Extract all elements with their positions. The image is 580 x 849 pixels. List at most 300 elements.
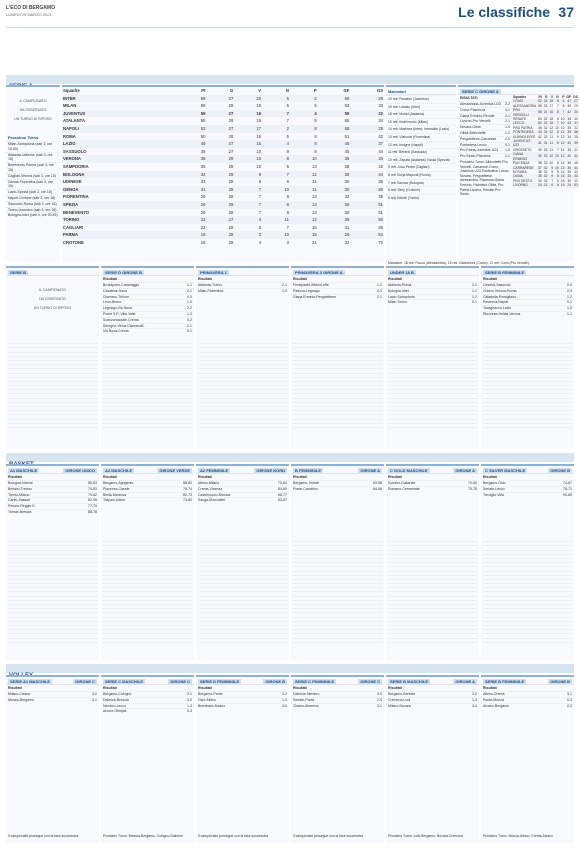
table-cell: 6 <box>560 99 566 103</box>
table-cell: 9 <box>286 148 289 154</box>
table-cell: 40 <box>537 152 543 161</box>
match-score: 1-2 <box>566 294 572 299</box>
match-teams: Bologna-Varese <box>8 481 33 485</box>
results-title: Risultati <box>293 686 307 690</box>
table-cell: 18 <box>256 103 262 109</box>
table-row <box>62 155 384 163</box>
box-group: GIRONE B <box>550 679 570 684</box>
table-cell: 40 <box>565 152 572 161</box>
match-score: 82-95 <box>88 498 97 503</box>
table-cell: VERONA <box>62 155 179 163</box>
results-title: Risultati <box>388 277 402 281</box>
table-cell: 22 <box>200 224 206 230</box>
table-cell: 28 <box>228 224 234 230</box>
match-score: 3-0 <box>281 703 287 708</box>
result-box <box>101 464 194 660</box>
table-cell: 16 <box>312 224 317 230</box>
match-teams: Ponte-Cavallino <box>293 486 318 491</box>
match-teams: Albino-Crema <box>483 692 505 696</box>
column-header: N <box>285 88 289 93</box>
table-cell: 10 <box>290 155 318 163</box>
table-cell: 27 <box>206 216 234 224</box>
box-header <box>196 268 289 276</box>
table-cell: PRO VERCELLI <box>512 108 537 117</box>
table-cell: 16 <box>548 108 554 117</box>
match-score: 3-0 <box>91 692 97 696</box>
box-group: GIRONE A <box>455 679 475 684</box>
table-cell: LIVORNO <box>512 183 537 187</box>
table-cell: 34 <box>350 155 384 163</box>
table-cell: 55 <box>179 110 207 118</box>
rule-line <box>483 639 572 643</box>
table-cell: 34 <box>567 134 572 139</box>
table-cell: 29 <box>574 103 578 108</box>
match-teams: Tavagnacco-Lazio <box>483 306 512 311</box>
table-row <box>62 125 384 133</box>
results-title: Risultati <box>293 277 307 281</box>
table-row <box>62 216 384 224</box>
table-cell: 32 <box>574 125 578 130</box>
table-cell: 6 <box>548 183 554 187</box>
box-badge: PRIMAVERA 3 GIRONE A <box>295 270 343 275</box>
table-cell: 15 <box>256 133 262 139</box>
result-box <box>386 266 479 448</box>
table-cell: 41 <box>572 152 579 161</box>
result-box <box>6 675 99 843</box>
table-cell: 7 <box>556 103 559 108</box>
table-row <box>62 95 384 103</box>
table-cell: UDINESE <box>63 179 82 185</box>
table-cell: 7 <box>551 178 554 183</box>
table-cell: 8 <box>290 140 318 148</box>
table-cell: 10 <box>256 148 262 154</box>
results-title: Risultati <box>103 475 117 479</box>
table-cell: 14 <box>560 169 565 174</box>
match-score: 0-2 <box>186 317 192 322</box>
result-box <box>101 266 194 448</box>
table-cell: 9 <box>234 171 262 179</box>
box-badge: PRIMAVERA 1 <box>200 270 227 275</box>
note-line: HA OSSERVATO <box>39 297 66 301</box>
table-cell: FIORENTINA <box>63 194 89 200</box>
table-cell: 13 <box>560 165 565 170</box>
table-cell: 8 <box>262 201 290 209</box>
box-footer: Il campionato prosegue con la fase successiva <box>198 834 269 839</box>
table-cell: 42 <box>574 178 578 183</box>
match-score: 3-1 <box>376 703 382 708</box>
match-score: 88-78 <box>88 509 97 514</box>
box-group: GIRONE C <box>360 679 380 684</box>
table-row <box>62 231 384 239</box>
serie-c-results-title: RISULTATI <box>460 96 478 100</box>
column-header: Pt <box>538 95 542 99</box>
table-row <box>62 193 384 201</box>
table-cell: 43 <box>572 174 579 178</box>
table-cell: 32 <box>543 134 548 139</box>
table-row <box>62 186 384 194</box>
table-cell: 10 <box>554 152 560 161</box>
issue-date: LUNEDÌ 29 MARZO 2021 <box>6 12 52 17</box>
table-cell: 40 <box>350 186 384 194</box>
box-header <box>291 466 384 474</box>
match-score: 1-1 <box>566 311 572 316</box>
filler-lines <box>6 538 99 658</box>
match-teams: Milan-Fiorentina <box>198 288 224 293</box>
table-cell: 65 <box>344 118 350 124</box>
table-cell: 8 <box>554 139 560 148</box>
table-cell: 42 <box>538 134 542 139</box>
table-cell: 36 <box>318 155 351 163</box>
next-match: Atalanta-Udinese (sab 3, ore 15) <box>6 152 60 163</box>
box-badge: SERIE C FEMMINILE <box>295 679 335 684</box>
box-badge: SERIE B MASCHILE <box>390 679 429 684</box>
page-header <box>6 2 574 28</box>
table-row <box>62 163 384 171</box>
table-cell: 11 <box>549 147 554 152</box>
table-cell: 7 <box>234 186 262 194</box>
table-cell: 2 <box>290 95 318 103</box>
table-cell: 31 <box>543 139 549 148</box>
match-teams: Giana Erminio-Pergolettese <box>293 294 336 299</box>
table-cell: GENOA <box>62 186 179 194</box>
table-cell: PRO SESTO <box>513 178 533 183</box>
table-cell: 35 <box>538 174 542 179</box>
box-header <box>6 268 99 276</box>
rule-line <box>198 424 287 428</box>
scorer-line: 9 reti: Joao Pedro (Cagliari) <box>386 163 456 171</box>
box-header <box>291 268 384 276</box>
table-cell: 27 <box>206 125 234 133</box>
result-row <box>386 486 479 492</box>
table-cell: 12 <box>290 216 318 224</box>
match-score: 1-3 <box>186 703 192 708</box>
table-cell: 4 <box>258 239 262 245</box>
table-cell: ALBINOLEFFE <box>513 134 536 139</box>
note-line: IL CAMPIONATO <box>39 288 66 292</box>
table-cell: 4 <box>290 110 318 118</box>
table-cell: 9 <box>551 169 554 174</box>
table-cell: 65 <box>179 95 207 103</box>
table-cell: 35 <box>567 147 572 152</box>
table-cell: INTER <box>62 95 179 103</box>
table-cell: 27 <box>206 95 234 103</box>
match-score: 63-58 <box>373 481 382 485</box>
result-row <box>6 509 99 515</box>
table-cell: 6 <box>554 183 560 187</box>
match-teams: Pro Sesto-Pistoiese <box>460 154 491 159</box>
table-cell: 14 <box>560 147 565 152</box>
results-title: Risultati <box>483 686 497 690</box>
next-match: Cagliari-Verona (sab 3, ore 15) <box>6 173 60 179</box>
table-cell: 5 <box>286 103 289 109</box>
table-cell: 28 <box>228 239 234 245</box>
table-cell: LAZIO <box>62 140 179 148</box>
table-cell: 5 <box>286 133 289 139</box>
match-teams: Padova-Legnago <box>293 288 320 293</box>
table-cell: 41 <box>572 166 579 170</box>
match-teams: Crema-Vicenza <box>198 486 223 491</box>
match-teams: Dalmine-Nembro <box>293 692 320 696</box>
match-teams: Casatese-Sona <box>103 288 128 293</box>
table-row <box>512 130 579 134</box>
table-cell: 28 <box>228 179 234 185</box>
table-cell: 9 <box>556 169 559 174</box>
table-row <box>512 139 579 148</box>
table-cell: 50 <box>200 133 206 139</box>
table-cell: 10 <box>262 186 290 194</box>
section-volley <box>6 664 574 673</box>
match-score: 0-3 <box>566 697 572 702</box>
table-cell: 16 <box>549 117 554 122</box>
table-cell: 13 <box>290 201 318 209</box>
table-cell: GIANA ERMINIO <box>512 152 537 161</box>
match-teams: Livorno-Pro Vercelli <box>460 119 491 124</box>
table-cell: 36 <box>378 179 383 185</box>
table-cell: 16 <box>256 118 262 124</box>
column-header: GF <box>566 95 572 99</box>
table-cell: 4 <box>234 216 262 224</box>
match-teams: Riozzese-Hellas Verona <box>483 311 521 316</box>
match-teams: Pontedera-Lecco <box>460 142 487 147</box>
next-match: Milan-Sampdoria (sab 3, ore 15.00) <box>6 141 60 152</box>
table-row <box>62 148 384 156</box>
match-score: 3-0 <box>471 703 477 708</box>
table-cell: 30 <box>574 117 578 122</box>
column-header: V <box>258 88 262 93</box>
table-cell: 28 <box>206 186 234 194</box>
serie-c-results <box>458 101 512 159</box>
table-cell: RENATE <box>513 117 527 122</box>
result-box <box>291 675 384 843</box>
table-cell: 30 <box>538 178 542 183</box>
table-cell: 45 <box>378 194 383 200</box>
table-cell: 28 <box>206 201 234 209</box>
table-cell: 10 <box>560 121 565 126</box>
table-cell: PRO PATRIA <box>513 125 533 130</box>
results-title: Risultati <box>198 475 212 479</box>
match-teams: Pro Patria-Juventus U23 <box>460 148 499 153</box>
match-teams: Bergamo-Ponte <box>198 692 223 696</box>
match-score: 4-1 <box>504 107 510 112</box>
match-score: 0-1 <box>566 300 572 305</box>
scorer-line: 15 reti: Ibrahimovic (Milan) <box>386 118 456 126</box>
result-box <box>386 675 479 843</box>
match-teams: Cittadella-Pomigliano <box>483 294 517 299</box>
table-cell: 7 <box>258 194 262 200</box>
scorer-line: 7 reti: Barrow (Bologna) <box>386 179 456 187</box>
table-cell: 59 <box>200 103 206 109</box>
scorer-line: 11 reti: Berardi (Sassuolo) <box>386 148 456 156</box>
table-cell: 58 <box>538 103 542 108</box>
table-cell: 28 <box>206 155 234 163</box>
box-badge: SERIE B FEMMINILE <box>485 270 525 275</box>
table-cell: 35 <box>574 134 578 139</box>
table-cell: 32 <box>543 117 548 122</box>
table-cell: 48 <box>378 224 383 230</box>
table-cell: 33 <box>567 174 572 179</box>
table-cell: 5 <box>314 118 317 124</box>
box-badge: C SILVER MASCHILE <box>485 468 526 473</box>
match-teams: Romano-Cermenate <box>388 486 420 491</box>
result-box <box>481 266 574 448</box>
match-teams: Novara-Olbia <box>460 125 481 130</box>
table-row <box>62 201 384 209</box>
match-score: 70-69 <box>468 481 477 485</box>
table-cell: 31 <box>344 224 350 230</box>
result-box <box>481 675 574 843</box>
result-row <box>481 492 574 498</box>
match-teams: Monza-Bergamo <box>8 697 34 702</box>
match-teams: Atalanta-Roma <box>388 283 412 287</box>
table-cell: 47 <box>567 99 572 104</box>
table-cell: 32 <box>543 152 549 161</box>
table-cell: 13 <box>312 209 317 215</box>
match-score: 0-1 <box>504 142 510 147</box>
table-cell: 17 <box>234 125 262 133</box>
table-cell: 42 <box>378 163 383 169</box>
table-cell: 8 <box>262 155 290 163</box>
next-match: Benevento-Parma (sab 3, ore 15) <box>6 162 60 173</box>
table-row <box>62 178 384 186</box>
table-cell: 21 <box>312 239 317 245</box>
table-cell: 56 <box>537 108 543 117</box>
table-cell: COMO <box>512 99 537 103</box>
table-cell: 5 <box>262 95 290 103</box>
table-cell: OLBIA <box>512 174 537 178</box>
table-cell: BOLOGNA <box>62 171 179 179</box>
scorer-line: 5 reti: Belotti (Torino) <box>386 194 456 202</box>
table-cell: PARMA <box>62 231 179 239</box>
table-cell: 62 <box>538 99 542 104</box>
match-score: 90-65 <box>563 492 572 497</box>
table-cell: 43 <box>567 121 572 126</box>
table-cell: 18 <box>549 99 554 104</box>
table-cell: 8 <box>556 161 559 166</box>
match-score: 2-1 <box>186 288 192 293</box>
match-score: 2-1 <box>186 323 192 328</box>
box-badge: C GOLD MASCHILE <box>390 468 428 473</box>
rule-line <box>8 639 97 643</box>
next-round-list <box>6 141 60 218</box>
result-row <box>6 697 99 703</box>
match-score: 78-71 <box>563 486 572 491</box>
box-badge: A1 MASCHILE <box>10 468 38 473</box>
box-header <box>196 466 289 474</box>
box-header <box>101 466 194 474</box>
match-teams: Brembate-Alzano <box>198 703 226 708</box>
match-score: 1-0 <box>504 148 510 153</box>
box-header <box>196 677 289 685</box>
result-box <box>6 266 99 448</box>
table-row <box>512 104 579 108</box>
table-cell: 32 <box>543 169 548 174</box>
box-group: GIRONE A <box>360 468 380 473</box>
table-cell: 28 <box>228 194 234 200</box>
match-teams: Albino-Milano <box>198 481 220 485</box>
match-teams: Seriate-Ponte <box>293 697 315 702</box>
result-row <box>481 311 574 317</box>
table-cell: 35 <box>567 169 572 174</box>
match-score: 3-1 <box>91 697 97 702</box>
table-cell: 19 <box>179 231 207 239</box>
table-cell: 39 <box>200 148 206 154</box>
table-cell: 8 <box>286 209 289 215</box>
box-footer: Prossimo Turno: Brescia-Bergamo, Cologno-Dalmine <box>103 834 183 839</box>
table-row <box>62 171 384 179</box>
table-cell: 32 <box>543 174 548 179</box>
page-title: Le classifiche <box>458 4 550 20</box>
table-cell: 32 <box>543 165 548 170</box>
match-teams: Osio-Albino <box>198 697 217 702</box>
box-badge: A2 FEMMINILE <box>200 468 229 473</box>
match-teams: Seregno-Virtus CiseranoB. <box>103 323 145 328</box>
table-cell: 11 <box>262 216 290 224</box>
table-cell: 8 <box>258 179 262 185</box>
table-cell: 10 <box>256 163 262 169</box>
results-title: Risultati <box>8 475 22 479</box>
table-cell: JUVENTUS <box>62 110 179 118</box>
scorer-line: 18 reti: Muriel (Atalanta) <box>386 110 456 118</box>
table-cell: 28 <box>228 209 234 215</box>
table-row <box>62 110 384 118</box>
result-box <box>291 266 384 448</box>
table-cell: 46 <box>538 125 542 130</box>
filler-lines <box>101 340 194 446</box>
match-teams: Chievo Verona-Roma <box>483 288 517 293</box>
match-score: 79-74 <box>183 486 192 491</box>
table-cell: 37 <box>572 121 579 125</box>
table-cell: PIACENZA <box>513 161 530 166</box>
match-teams: Milano-Cisano <box>8 692 31 696</box>
table-cell: 33 <box>200 179 206 185</box>
table-cell: CAGLIARI <box>63 224 84 230</box>
box-footer: Il campionato prosegue con la fase successiva <box>293 834 364 839</box>
column-header: Squadre <box>63 88 80 93</box>
match-teams: Cisano-Almenno <box>293 703 319 708</box>
match-teams: Nembro-Lecco <box>103 703 126 708</box>
match-teams: Alzano-Bergamo <box>483 703 510 708</box>
table-cell: 49 <box>567 103 572 108</box>
result-row <box>101 708 194 714</box>
match-teams: Piacenza-Casale <box>103 486 130 491</box>
match-score: 2-3 <box>376 697 382 702</box>
table-cell: 32 <box>543 121 548 126</box>
serie-c-badge: SERIE C GIRONE A <box>462 89 499 94</box>
table-cell: 17 <box>549 103 554 108</box>
table-header-row <box>62 87 384 95</box>
next-match: Napoli-Crotone (sab 3, ore 18) <box>6 195 60 201</box>
next-match: Genoa-Fiorentina (sab 3, ore 15) <box>6 179 60 190</box>
match-score: 70-64 <box>278 481 287 485</box>
match-teams: Seriate-Lecco <box>483 486 505 491</box>
match-score: 3-1 <box>566 692 572 696</box>
table-cell: NOVARA <box>513 169 527 174</box>
table-cell: 28 <box>206 171 234 179</box>
match-teams: Giana Erminio-Renate <box>460 113 495 118</box>
match-score: 79-82 <box>88 492 97 497</box>
table-cell: 28 <box>228 163 234 169</box>
table-cell: 35 <box>200 163 206 169</box>
match-score: 2-0 <box>504 136 510 141</box>
table-cell: 51 <box>378 209 383 215</box>
table-cell: 2 <box>262 125 290 133</box>
match-teams: Pesaro-Reggio E. <box>8 504 36 509</box>
page-number: 37 <box>558 4 574 20</box>
match-teams: Trento-Milano <box>8 492 30 497</box>
table-cell: 32 <box>543 99 548 104</box>
rule-line <box>198 639 287 643</box>
match-score: 2-3 <box>566 703 572 708</box>
